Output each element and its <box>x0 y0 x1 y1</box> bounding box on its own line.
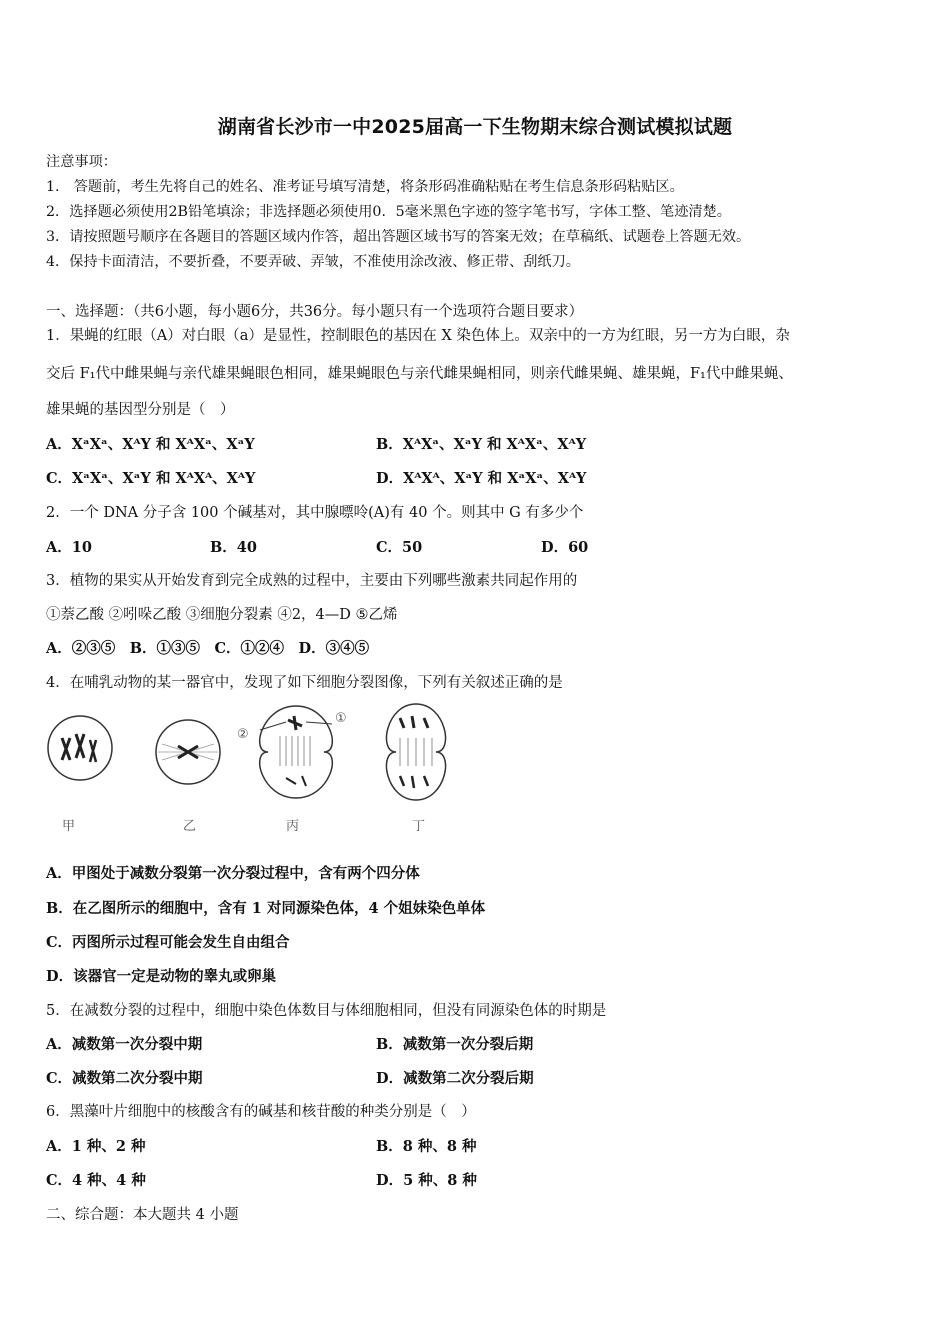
q1-option-c: C．XᵃXᵃ、XᵃY 和 XᴬXᴬ、XᴬY <box>46 470 256 487</box>
notice-heading: 注意事项： <box>46 154 117 170</box>
q2-option-c: C．50 <box>376 539 423 556</box>
q6-stem: 6．黑藻叶片细胞中的核酸含有的碱基和核苷酸的种类分别是（ ） <box>46 1104 476 1120</box>
figure-label-jia: 甲 <box>62 819 76 834</box>
figure-mark-2: ② <box>237 727 249 742</box>
cell-yi <box>156 720 220 784</box>
figure-label-yi: 乙 <box>183 819 197 834</box>
notice-item-1: 1. 答题前，考生先将自己的姓名、准考证号填写清楚，将条形码准确粘贴在考生信息条形码粘贴区。 <box>46 179 684 195</box>
q4-option-a: A．甲图处于减数分裂第一次分裂过程中，含有两个四分体 <box>46 865 420 882</box>
section-1-heading: 一、选择题：（共6小题，每小题6分，共36分。每小题只有一个选项符合题目要求） <box>46 304 584 320</box>
q6-option-c: C．4 种、4 种 <box>46 1172 146 1189</box>
cell-jia <box>48 716 112 780</box>
q5-stem: 5．在减数分裂的过程中，细胞中染色体数目与体细胞相同，但没有同源染色体的时期是 <box>46 1003 607 1019</box>
section-2-heading: 二、综合题：本大题共 4 小题 <box>46 1207 239 1223</box>
q4-stem: 4．在哺乳动物的某一器官中，发现了如下细胞分裂图像，下列有关叙述正确的是 <box>46 675 563 691</box>
notice-item-3: 3．请按照题号顺序在各题目的答题区域内作答，超出答题区域书写的答案无效；在草稿纸、试题卷上答题无效。 <box>46 229 751 245</box>
q4-option-b: B．在乙图所示的细胞中，含有 1 对同源染色体，4 个姐妹染色单体 <box>46 900 486 917</box>
figure-label-ding: 丁 <box>412 819 426 834</box>
notice-item-4: 4．保持卡面清洁，不要折叠，不要弄破、弄皱，不准使用涂改液、修正带、刮纸刀。 <box>46 254 580 270</box>
q5-option-b: B．减数第一次分裂后期 <box>376 1036 534 1053</box>
q2-option-a: A．10 <box>46 539 92 556</box>
q6-option-a: A．1 种、2 种 <box>46 1138 146 1155</box>
q2-stem: 2．一个 DNA 分子含 100 个碱基对，其中腺嘌呤(A)有 40 个。则其中 G 有多少个 <box>46 505 584 521</box>
q5-option-a: A．减数第一次分裂中期 <box>46 1036 203 1053</box>
q1-option-b: B．XᴬXᵃ、XᵃY 和 XᴬXᵃ、XᴬY <box>376 436 587 453</box>
q3-options: A．②③⑤ B．①③⑤ C．①②④ D．③④⑤ <box>46 640 370 657</box>
q5-option-d: D．减数第二次分裂后期 <box>376 1070 534 1087</box>
q3-items: ①萘乙酸 ②吲哚乙酸 ③细胞分裂素 ④2，4—D ⑤乙烯 <box>46 607 398 623</box>
q5-option-c: C．减数第二次分裂中期 <box>46 1070 203 1087</box>
cell-bing <box>237 706 347 798</box>
q3-stem: 3．植物的果实从开始发育到完全成熟的过程中，主要由下列哪些激素共同起作用的 <box>46 573 578 589</box>
page-title: 湖南省长沙市一中2025届高一下生物期末综合测试模拟试题 <box>217 116 733 138</box>
cell-division-figure <box>40 700 460 840</box>
q1-option-a: A．XᵃXᵃ、XᴬY 和 XᴬXᵃ、XᵃY <box>46 436 255 453</box>
q4-option-d: D．该器官一定是动物的睾丸或卵巢 <box>46 968 277 985</box>
q1-stem-line-3: 雄果蝇的基因型分别是（ ） <box>46 402 235 418</box>
q1-stem-line-2: 交后 F₁代中雌果蝇与亲代雄果蝇眼色相同，雄果蝇眼色与亲代雌果蝇相同，则亲代雌果蝇、雄果蝇，F₁代中雌果蝇、 <box>46 366 793 382</box>
q6-option-b: B．8 种、8 种 <box>376 1138 477 1155</box>
q2-option-b: B．40 <box>210 539 257 556</box>
notice-item-2: 2．选择题必须使用2B铅笔填涂；非选择题必须使用0．5毫米黑色字迹的签字笔书写，字体工整、笔迹清楚。 <box>46 204 731 220</box>
q2-option-d: D．60 <box>541 539 589 556</box>
cell-ding <box>386 704 445 800</box>
figure-label-bing: 丙 <box>286 819 300 834</box>
q1-stem-line-1: 1．果蝇的红眼（A）对白眼（a）是显性，控制眼色的基因在 X 染色体上。双亲中的一方为红眼，另一方为白眼，杂 <box>46 328 790 344</box>
q1-option-d: D．XᴬXᴬ、XᵃY 和 XᵃXᵃ、XᴬY <box>376 470 587 487</box>
figure-mark-1: ① <box>335 711 347 726</box>
q4-option-c: C．丙图所示过程可能会发生自由组合 <box>46 934 290 951</box>
q6-option-d: D．5 种、8 种 <box>376 1172 477 1189</box>
